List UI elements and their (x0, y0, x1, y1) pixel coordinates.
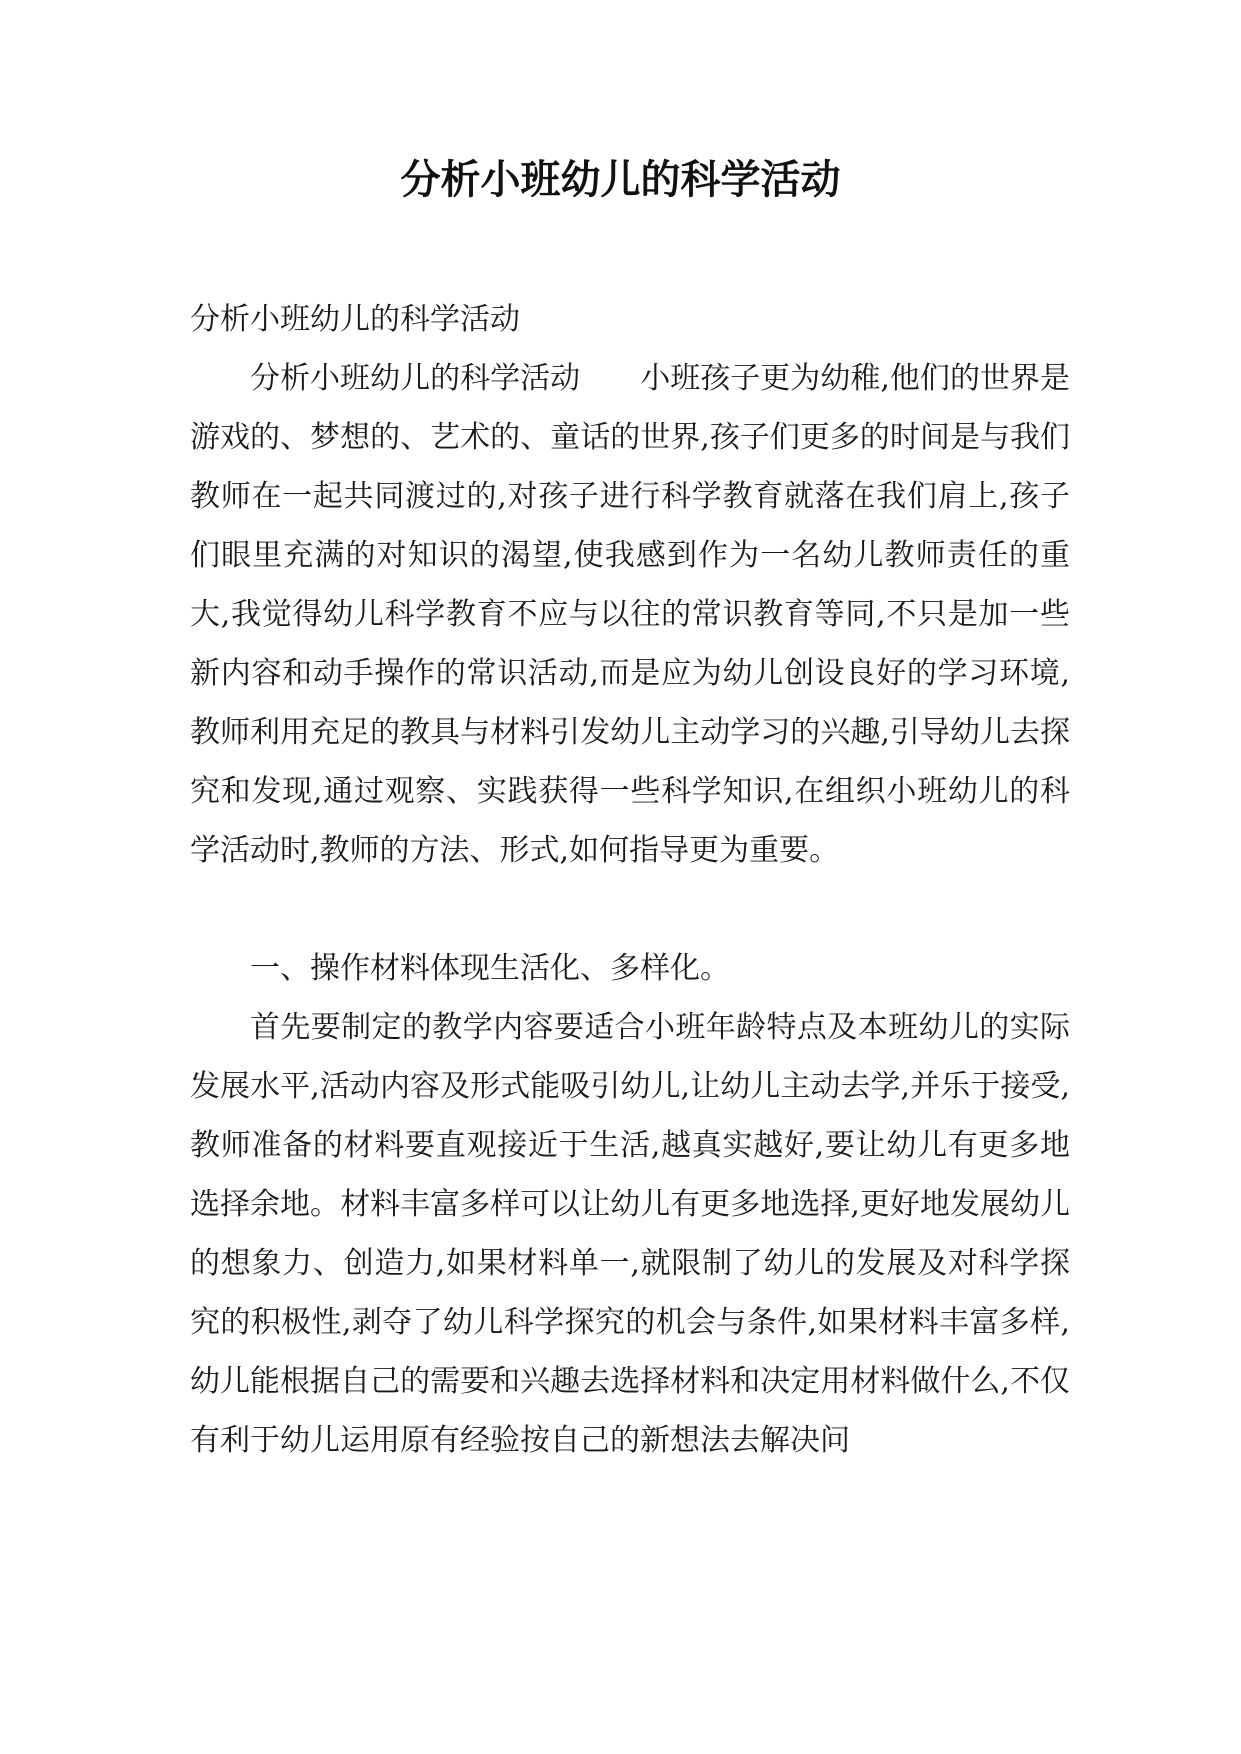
document-subtitle: 分析小班幼儿的科学活动 (190, 302, 520, 337)
section-heading: 一、操作材料体现生活化、多样化。 (250, 951, 730, 986)
intro-paragraph: 分析小班幼儿的科学活动 小班孩子更为幼稚,他们的世界是游戏的、梦想的、艺术的、童话的世界,孩子们更多的时间是与我们教师在一起共同渡过的,对孩子进行科学教育就落在我们肩上,孩子们眼里充满的对知识的渴望,使我感到作为一名幼儿教师责任的重大,我觉得幼儿科学教育不应与以往的常识教育等同,不只是加一些新内容和动手操作的常识活动,而是应为幼儿创设良好的学习环境,教师利用充足的教具与材料引发幼儿主动学习的兴趣,引导幼儿去探究和发现,通过观察、实践获得一些科学知识,在组织小班幼儿的科学活动时,教师的方法、形式,如何指导更为重要。 (190, 361, 1070, 868)
document-body (190, 290, 1070, 1470)
section-paragraph: 首先要制定的教学内容要适合小班年龄特点及本班幼儿的实际发展水平,活动内容及形式能吸引幼儿,让幼儿主动去学,并乐于接受,教师准备的材料要直观接近于生活,越真实越好,要让幼儿有更多地选择余地。材料丰富多样可以让幼儿有更多地选择,更好地发展幼儿的想象力、创造力,如果材料单一,就限制了幼儿的发展及对科学探究的积极性,剥夺了幼儿科学探究的机会与条件,如果材料丰富多样,幼儿能根据自己的需要和兴趣去选择材料和决定用材料做什么,不仅有利于幼儿运用原有经验按自己的新想法去解决问 (190, 1010, 1070, 1458)
paragraph-spacer (190, 880, 1070, 939)
document-title: 分析小班幼儿的科学活动 (400, 157, 841, 203)
